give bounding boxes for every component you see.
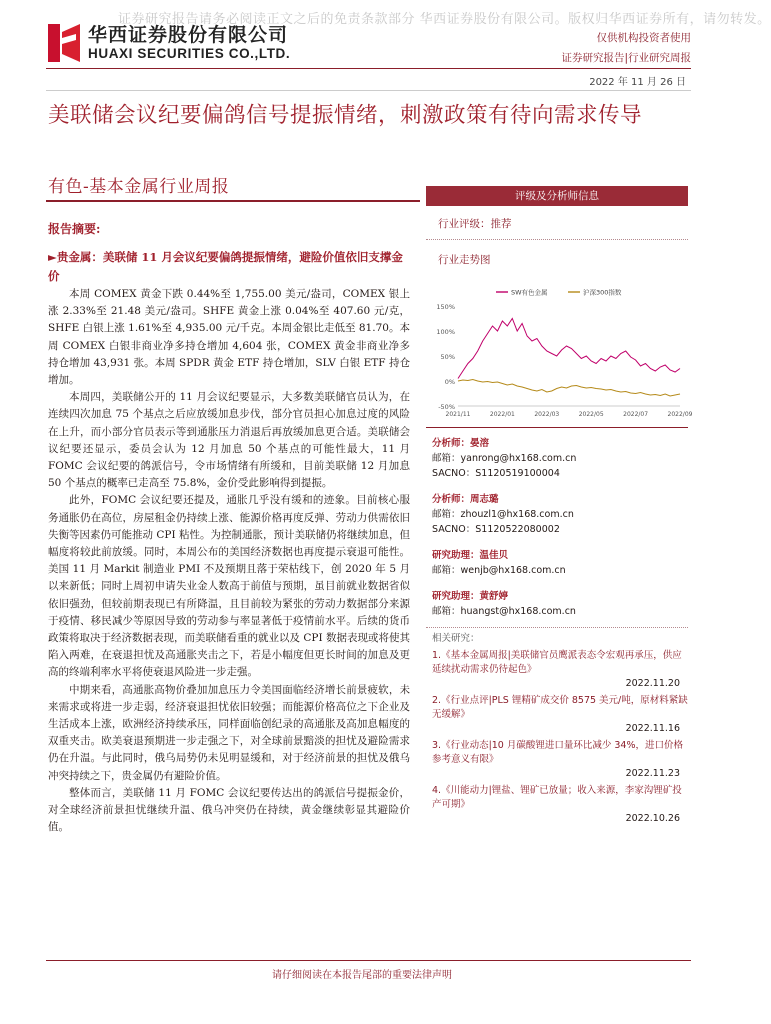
date-divider — [46, 90, 691, 91]
analyst-entry — [432, 548, 688, 578]
summary-bullet-title: ►贵金属：美联储 11 月会议纪要偏鸽提振情绪，避险价值依旧支撑金价 — [48, 250, 403, 283]
logo-en: HUAXI SECURITIES CO.,LTD. — [88, 46, 291, 61]
summary-paragraph: 此外，FOMC 会议纪要还提及，通胀几乎没有缓和的迹象。目前核心服务通胀仍在高位，房屋租金仍持续上涨、能源价格再度反弹、劳动力供需依旧失衡等因素仍可能推动 CPI 粘性。为控制通胀，预计美联储仍将继续加息，但幅度将较此前放缓。同时，本周公布的美国经济数据也再度提示衰退可能性。美国 11 月 Markit 制造业 PMI 不及预期且落于荣枯线下，创 2020 年 5 月以来新低；同时上周初申请失业金人数高于前值与预期，虽目前就业数据省似依旧强劲，但较前期表现已有所降温，且目前较为紧张的劳动力数据部分来源于疫情、移民减少等原因导致的劳动参与率显著低于疫情前水平。后续的货币政策将取决于经济数据表现，而美联储看重的就业以及 CPI 数据表现或将使其陷入两难，在衰退担忧及高通胀夹击之下，若是小幅度但更长时间的加息及更高的终端利率水平将使衰退风险进一步走强。 — [48, 494, 410, 679]
y-tick-label: 0% — [444, 378, 455, 386]
company-logo — [46, 22, 290, 64]
chart-divider — [426, 427, 688, 428]
related-heading: 相关研究： — [432, 633, 480, 644]
analyst-entry — [432, 492, 688, 537]
analyst-email[interactable]: 邮箱：huangst@hx168.com.cn — [432, 606, 576, 617]
report-title: 美联储会议纪要偏鸽信号提振情绪，刺激政策有待向需求传导 — [48, 103, 643, 128]
summary-paragraph: 中期来看，高通胀高物价叠加加息压力令美国面临经济增长前景疲软，未来需求或将进一步走弱，经济衰退担忧依旧较强；而能源价格高位之下企业及生活成本上涨，欧洲经济持续承压，同样面临创纪录的高通胀及高加息幅度的双重夹击。欧美衰退预期进一步走强之下，对全球前景黯淡的担忧及避险需求仍在升温。与此同时，俄乌局势仍未见明显缓和，对于经济前景的担忧及俄乌冲突持续之下，贵金属仍有避险价值。 — [48, 683, 410, 782]
trend-chart — [426, 282, 693, 422]
analyst-email[interactable]: 邮箱：wenjb@hx168.com.cn — [432, 565, 566, 576]
x-tick-label: 2022/07 — [623, 411, 649, 418]
trend-label: 行业走势图 — [438, 254, 491, 266]
logo-mark-icon — [46, 22, 82, 64]
related-date: 2022.10.26 — [625, 813, 680, 824]
analyst-entry — [432, 436, 688, 481]
y-tick-label: 100% — [436, 328, 455, 336]
report-subtitle: 有色-基本金属行业周报 — [48, 177, 230, 197]
logo-cn: 华西证券股份有限公司 — [88, 24, 289, 46]
analyst-entry — [432, 589, 688, 619]
analyst-list — [432, 436, 688, 630]
related-item[interactable]: 1.《基本金属周报|美联储官员鹰派表态令宏观再承压，供应延续扰动需求仍待起色》 — [432, 650, 682, 675]
analyst-title: 研究助理：温佳贝 — [432, 550, 509, 561]
y-tick-label: 50% — [440, 353, 455, 361]
summary-heading: 报告摘要: — [48, 222, 101, 236]
x-tick-label: 2022/09 — [667, 411, 693, 418]
header-divider — [46, 68, 691, 69]
summary-paragraph: 整体而言，美联储 11 月 FOMC 会议纪要传达出的鸽派信号提振金价，对全球经济前景担忧继续升温、俄乌冲突仍在持续，黄金继续彰显其避险价值。 — [48, 786, 410, 834]
related-date: 2022.11.20 — [625, 678, 680, 689]
subtitle-rule — [46, 200, 420, 202]
summary-paragraph: 本周 COMEX 黄金下跌 0.44%至 1,755.00 美元/盎司，COMEX 银上涨 2.33%至 21.48 美元/盎司。SHFE 黄金上涨 0.04%至 407.60 元/克，SHFE 白银上涨 1.61%至 4,935.00 元/千克。本周金银比走低至 81.70。本周 COMEX 白银非商业净多持仓增加 4,604 张，COMEX 黄金非商业净多持仓增加 43,931 张。本周 SPDR 黄金 ETF 持仓增加，SLV 白银 ETF 持仓增加。 — [48, 288, 410, 387]
y-tick-label: 150% — [436, 303, 455, 311]
analyst-email[interactable]: 邮箱：yanrong@hx168.com.cn — [432, 453, 577, 464]
analyst-sac: SACNO：S1120519100004 — [432, 468, 560, 479]
analyst-title: 分析师：周志璐 — [432, 494, 499, 505]
series-line — [458, 380, 680, 397]
related-date: 2022.11.16 — [625, 723, 680, 734]
x-tick-label: 2022/01 — [489, 411, 515, 418]
x-tick-label: 2022/05 — [578, 411, 604, 418]
analyst-email[interactable]: 邮箱：zhouzl1@hx168.com.cn — [432, 509, 574, 520]
sidebar-head: 评级及分析师信息 — [426, 186, 688, 206]
analyst-title: 分析师：晏溶 — [432, 438, 490, 449]
legend-label: SW有色金属 — [511, 288, 548, 297]
analyst-sac: SACNO：S1120522080002 — [432, 524, 560, 535]
summary-body — [48, 286, 410, 837]
report-type: 证券研究报告|行业研究周报 — [561, 52, 691, 64]
sidebar — [426, 186, 688, 267]
related-date: 2022.11.23 — [625, 768, 680, 779]
x-tick-label: 2022/03 — [534, 411, 560, 418]
x-tick-label: 2021/11 — [445, 411, 471, 418]
related-item[interactable]: 3.《行业动态|10 月碳酸锂进口量环比减少 34%，进口价格参考意义有限》 — [432, 740, 684, 765]
related-item[interactable]: 2.《行业点评|PLS 锂精矿成交价 8575 美元/吨，原材料紧缺无缓解》 — [432, 695, 688, 720]
industry-rating: 行业评级：推荐 — [426, 216, 688, 240]
watermark: 证券研究报告请务必阅读正文之后的免责条款部分 华西证券股份有限公司。版权归华西证券所有，请勿转发。 — [118, 12, 771, 27]
report-date: 2022 年 11 月 26 日 — [589, 77, 686, 88]
series-line — [458, 319, 680, 379]
related-research — [426, 627, 688, 829]
legend-label: 沪深300指数 — [583, 288, 622, 297]
footer-divider — [46, 960, 691, 961]
analyst-title: 研究助理：黄舒婷 — [432, 591, 509, 602]
related-item[interactable]: 4.《川能动力|锂盐、锂矿已放量；收入来源，李家沟锂矿投产可期》 — [432, 785, 682, 810]
summary-paragraph: 本周四，美联储公开的 11 月会议纪要显示，大多数美联储官员认为，在连续四次加息 75 个基点之后应放缓加息步伐，部分官员担心加息过度的风险在上升，而小部分官员表示等到通胀压力消退后再放缓加息更合适。美联储会议纪要还显示，委员会认为 12 月加息 50 个基点的可能性最大，11 月 FOMC 会议纪要的鸽派信号，令市场情绪有所缓和，目前美联储 12 月加息 50 个基点的概率已走高至 75.8%，金价受此影响得到提振。 — [48, 391, 410, 490]
y-tick-label: -50% — [438, 403, 455, 411]
audience-note: 仅供机构投资者使用 — [596, 32, 691, 44]
legal-footer: 请仔细阅读在本报告尾部的重要法律声明 — [272, 970, 452, 981]
